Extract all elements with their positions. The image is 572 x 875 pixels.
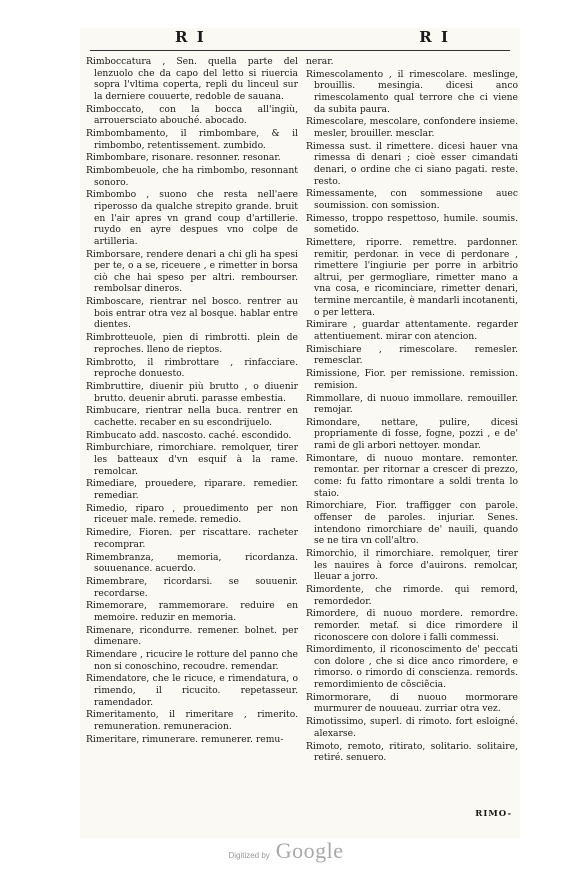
dictionary-entry: Rimischiare , rimescolare. remesler. remesclar. bbox=[306, 343, 518, 367]
header-rule bbox=[90, 50, 510, 51]
book-page bbox=[80, 28, 520, 838]
dictionary-entry: Rimbrotto, il rimbrottare , rinfacciare. reproche donuesto. bbox=[86, 356, 298, 380]
dictionary-entry: Rimemorare, rammemorare. reduire en memoire. reduzir en memoria. bbox=[86, 600, 298, 623]
digitized-watermark bbox=[0, 838, 572, 868]
left-column bbox=[86, 56, 298, 747]
dictionary-entry: Rimboccatura , Sen. quella parte del lenzuolo che da capo del letto si riuercia sopra l'vltima coperta, repli du linceul sur la derniere couuerte, redoble de sauana. bbox=[86, 56, 298, 102]
dictionary-entry: Rimotissimo, superl. di rimoto. fort esloigné. alexarse. bbox=[306, 716, 518, 739]
dictionary-entry: Rimeritamento, il rimeritare , rimerito. remuneration. remuneracion. bbox=[86, 709, 298, 732]
dictionary-entry: Rimbucato add. nascosto. caché. escondido. bbox=[86, 429, 292, 441]
dictionary-entry: Rimissione, Fior. per remissione. remission. remision. bbox=[306, 368, 518, 391]
dictionary-entry: Rimormorare, di nuouo mormorare murmurer de nouueau. zurriar otra vez. bbox=[306, 691, 518, 715]
dictionary-entry: Rimedire, Fioren. per riscattare. racheter recomprar. bbox=[86, 527, 298, 550]
dictionary-entry: Rimburchiare, rimorchiare. remolquer, tirer les batteaux d'vn esquif à la rame. remolcar. bbox=[86, 442, 298, 477]
dictionary-entry: Rimmollare, di nuouo immollare. remouiller. remojar. bbox=[306, 392, 518, 416]
dictionary-entry: Rimembranza, memoria, ricordanza. souuenance. acuerdo. bbox=[86, 551, 298, 575]
dictionary-entry: Rimbombeuole, che ha rimbombo, resonnant sonoro. bbox=[86, 165, 298, 188]
dictionary-entry: Rimediare, prouedere, riparare. remedier. remediar. bbox=[86, 478, 298, 501]
dictionary-entry: Rimboccato, con la bocca all'ingiù, arrouersciato abouché. abocado. bbox=[86, 103, 298, 127]
dictionary-entry: Rimordere, di nuouo mordere. remordre. remorder. metaf. si dice rimordere il riconoscere con dolore i falli commessi. bbox=[306, 608, 518, 643]
dictionary-entry: Rimescolamento , il rimescolare. meslinge, brouillis. mesingia. dicesi anco rimescolamento qual terrore che ci viene da subita paura. bbox=[306, 68, 518, 115]
dictionary-entry: Rimettere, riporre. remettre. pardonner. remitir, perdonar. in vece di perdonare , rimettere l'ingiurie per porre in arbitrio altrui, per germogliare, rimetter mano a vna cosa, e ricominciare, rimetter denari, termine mercantile, è mandarli incotanenti, o per lettera. bbox=[306, 237, 518, 318]
dictionary-entry: Rimirare , guardar attentamente. regarder attentiuement. mirar con atencion. bbox=[306, 319, 518, 342]
catchword: RIMO- bbox=[475, 809, 512, 819]
dictionary-entry: Rimbucare, rientrar nella buca. rentrer en cachette. recaber en su escondrijuelo. bbox=[86, 405, 298, 428]
dictionary-entry: Rimendatore, che le ricuce, e rimendatura, o rimendo, il ricucito. repetasseur. ramendador. bbox=[86, 673, 298, 708]
google-logo: Google bbox=[275, 838, 344, 863]
dictionary-entry: Rimorchio, il rimorchiare. remolquer, tirer les nauires à force d'auirons. remolcar, lleuar a jorro. bbox=[306, 547, 518, 583]
dictionary-entry: nerar. bbox=[306, 56, 334, 67]
dictionary-entry: Rimboscare, rientrar nel bosco. rentrer au bois entrar otra vez al bosque. hablar entre dientes. bbox=[86, 296, 298, 331]
dictionary-entry: Rimordimento, il riconoscimento de' peccati con dolore , che si dice anco rimordere, e rimorso. o rimordo di conscienza. remords. remordimiento de cõsciẽcia. bbox=[306, 644, 518, 691]
dictionary-entry: Rimembrare, ricordarsi. se souuenir. recordarse. bbox=[86, 575, 298, 599]
dictionary-entry: Rimescolare, mescolare, confondere insieme. mesler, brouiller. mesclar. bbox=[306, 116, 518, 139]
dictionary-entry: Rimendare , ricucire le rotture del panno che non si conoschino, recoudre. remendar. bbox=[86, 649, 298, 672]
dictionary-entry: Rimorchiare, Fior. traffigger con parole. offenser de paroles. injuriar. Senes. intendono rimorchiare de' nauili, quando se ne tira vn coll'altro. bbox=[306, 500, 518, 547]
dictionary-entry: Rimbombare, risonare. resonner. resonar. bbox=[86, 152, 281, 164]
dictionary-entry: Rimbombo , suono che resta nell'aere riperosso da qualche strepito grande. bruit en l'air apres vn grand coup d'artillerie. ruydo en ayre despues vno colpe de artilleria. bbox=[86, 189, 298, 247]
dictionary-entry: Rimessa sust. il rimettere. dicesi hauer vna rimessa di denari ; cioè esser cimandati denari, o ordine che ci siano pagati. reste. resto. bbox=[306, 140, 518, 187]
dictionary-entry: Rimedio, riparo , prouedimento per non riceuer male. remede. remedio. bbox=[86, 502, 298, 526]
dictionary-entry: Rimontare, di nuouo montare. remonter. remontar. per ritornar a crescer di prezzo, come: fu fatto rimontare a soldi trenta lo staio. bbox=[306, 452, 518, 499]
dictionary-entry: Rimeritare, rimunerare. remunerer. remu- bbox=[86, 733, 284, 745]
dictionary-entry: Rimordente, che rimorde. qui remord, remordedor. bbox=[306, 583, 518, 607]
dictionary-entry: Rimenare, ricondurre. remener. bolnet. per dimenare. bbox=[86, 624, 298, 648]
dictionary-entry: Rimondare, nettare, pulire, dicesi propriamente di fosse, fogne, pozzi , e de' rami de gli arbori nettoyer. mondar. bbox=[306, 416, 518, 452]
running-header-right: R I bbox=[419, 28, 450, 46]
dictionary-entry: Rimoto, remoto, ritirato, solitario. solitaire, retiré. senuero. bbox=[306, 740, 518, 764]
dictionary-entry: Rimesso, troppo respettoso, humile. soumis. sometido. bbox=[306, 212, 518, 236]
right-column bbox=[306, 56, 518, 765]
dictionary-entry: Rimbrotteuole, pien di rimbrotti. plein de reproches. lleno de rieptos. bbox=[86, 332, 298, 355]
dictionary-entry: Rimbombamento, il rimbombare, & il rimbombo, retentissement. zumbido. bbox=[86, 127, 298, 151]
dictionary-entry: Rimessamente, con sommessione auec soumission. con somission. bbox=[306, 188, 518, 211]
dictionary-entry: Rimbruttire, diuenir più brutto , o diuenir brutto. deuenir abruti. parasse embestia. bbox=[86, 380, 298, 404]
dictionary-entry: Rimborsare, rendere denari a chi gli ha spesi per te, o a se, riceuere , e rimetter in borsa ciò che hai speso per altri. rembourser. rembolsar dineros. bbox=[86, 248, 298, 295]
running-header-left: R I bbox=[175, 28, 206, 46]
digitized-by-label: Digitized by bbox=[228, 851, 270, 860]
